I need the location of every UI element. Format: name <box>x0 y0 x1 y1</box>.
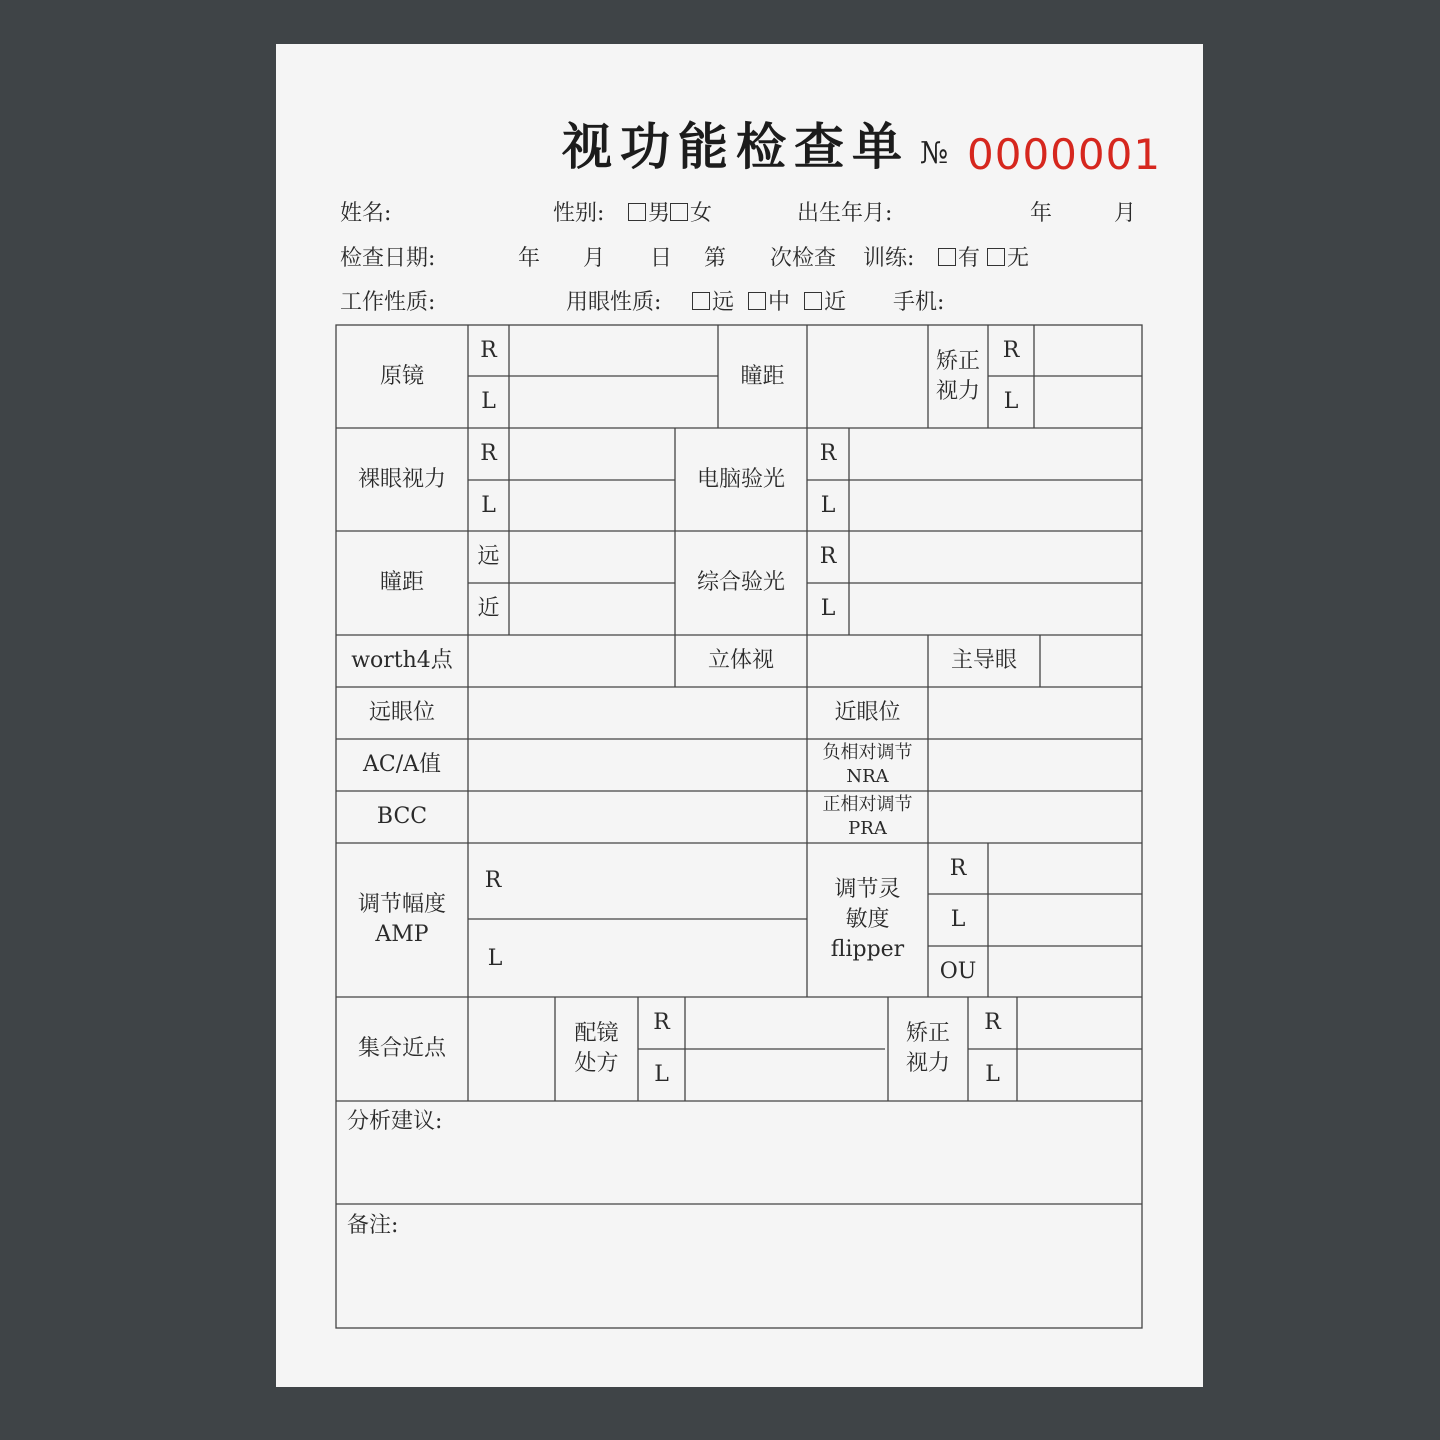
worth4-field[interactable] <box>468 635 675 687</box>
r-label: R <box>484 868 502 893</box>
gender-label: 性别: <box>553 201 605 226</box>
eye-use-label: 用眼性质: <box>566 290 662 315</box>
corrected-va-label: 矫正 视力 <box>935 348 980 404</box>
ou-label: OU <box>939 958 977 984</box>
r-label: R <box>819 544 837 569</box>
flipper-ou-field[interactable] <box>988 946 1142 997</box>
checkbox-near[interactable] <box>804 292 822 310</box>
worth4-label: worth4点 <box>351 648 453 673</box>
r-label: R <box>949 855 967 881</box>
l-label: L <box>820 492 836 518</box>
eye-use-options <box>692 288 846 318</box>
amp-l-field[interactable] <box>510 919 807 997</box>
analysis-label: 分析建议: <box>347 1109 443 1134</box>
bcc-label: BCC <box>376 804 428 829</box>
serial-mark: № <box>920 136 949 171</box>
pd2-label: 瞳距 <box>379 570 424 595</box>
female-label: 女 <box>690 201 713 226</box>
l-label: L <box>481 492 496 518</box>
near-phoria-label: 近眼位 <box>834 700 901 725</box>
checkbox-mid[interactable] <box>748 292 766 310</box>
auto-refraction-label: 电脑验光 <box>696 466 785 492</box>
uncorrected-va-l-field[interactable] <box>509 480 675 531</box>
date-month: 月 <box>583 246 606 271</box>
flipper-r-field[interactable] <box>988 843 1142 894</box>
amp-r-field[interactable] <box>510 843 807 919</box>
amp-label: 调节幅度 AMP <box>357 892 446 947</box>
subjective-r-field[interactable] <box>849 531 1142 583</box>
checkbox-female[interactable] <box>670 203 688 221</box>
subjective-l-field[interactable] <box>849 583 1142 635</box>
birth-month: 月 <box>1114 201 1137 226</box>
r-label: R <box>480 441 497 466</box>
pra-label: 正相对调节 PRA <box>822 794 913 839</box>
remarks-label: 备注: <box>347 1213 399 1238</box>
date-year: 年 <box>518 246 541 271</box>
training-options <box>938 244 1029 274</box>
near-label: 近 <box>477 596 500 621</box>
training-yes-label: 有 <box>958 246 981 271</box>
bcc-field[interactable] <box>468 791 807 843</box>
original-glasses-label: 原镜 <box>379 363 424 389</box>
uncorrected-va-label: 裸眼视力 <box>357 466 446 492</box>
r-label: R <box>480 337 497 363</box>
prescription-label: 配镜 处方 <box>574 1021 619 1076</box>
l-label: L <box>487 946 503 971</box>
pd-field[interactable] <box>807 325 928 428</box>
l-label: L <box>820 596 836 621</box>
flipper-label: 调节灵 敏度 flipper <box>830 877 905 962</box>
r-label: R <box>984 1010 1001 1035</box>
checkbox-far[interactable] <box>692 292 710 310</box>
checkbox-training-no[interactable] <box>987 248 1005 266</box>
birth-year: 年 <box>1030 201 1053 226</box>
aca-field[interactable] <box>468 739 807 791</box>
l-label: L <box>481 389 496 414</box>
corrected-va2-r-field[interactable] <box>1017 997 1142 1049</box>
corrected-va-l-field[interactable] <box>1034 376 1142 428</box>
npc-label: 集合近点 <box>357 1036 446 1061</box>
auto-refraction-r-field[interactable] <box>849 428 1142 480</box>
prescription-l-field[interactable] <box>685 1049 888 1101</box>
gender-options <box>628 199 712 229</box>
nra-label: 负相对调节 NRA <box>822 742 913 787</box>
eye-mid-label: 中 <box>768 290 791 315</box>
pd-far-field[interactable] <box>509 531 675 583</box>
corrected-va-r-field[interactable] <box>1034 325 1142 376</box>
flipper-l-field[interactable] <box>988 894 1142 946</box>
remarks-field[interactable] <box>336 1244 1142 1328</box>
training-label: 训练: <box>863 246 915 271</box>
male-label: 男 <box>648 201 671 226</box>
times-label: 次检查 <box>770 246 837 271</box>
exam-date-label: 检查日期: <box>340 246 436 271</box>
l-label: L <box>654 1062 669 1087</box>
dominant-eye-field[interactable] <box>1040 635 1142 687</box>
distance-phoria-field[interactable] <box>468 687 807 739</box>
eye-far-label: 远 <box>712 290 735 315</box>
pra-field[interactable] <box>928 791 1142 843</box>
far-label: 远 <box>477 544 500 569</box>
birth-label: 出生年月: <box>797 201 893 226</box>
name-label: 姓名: <box>340 201 392 226</box>
dominant-eye-label: 主导眼 <box>950 648 1017 673</box>
near-phoria-field[interactable] <box>928 687 1142 739</box>
training-no-label: 无 <box>1007 246 1030 271</box>
nra-field[interactable] <box>928 739 1142 791</box>
analysis-field[interactable] <box>336 1140 1142 1204</box>
r-label: R <box>1002 337 1020 363</box>
phone-label: 手机: <box>893 290 945 315</box>
form-title: 视功能检查单 <box>562 117 910 176</box>
aca-label: AC/A值 <box>362 752 442 777</box>
pd-label: 瞳距 <box>740 363 785 389</box>
corrected-va2-label: 矫正 视力 <box>905 1021 950 1076</box>
l-label: L <box>985 1062 1000 1087</box>
subjective-refraction-label: 综合验光 <box>696 570 785 595</box>
original-glasses-r-field[interactable] <box>509 325 718 376</box>
prescription-r-field[interactable] <box>685 997 888 1049</box>
r-label: R <box>819 441 837 466</box>
auto-refraction-l-field[interactable] <box>849 480 1142 531</box>
eye-near-label: 近 <box>824 290 847 315</box>
date-day: 日 <box>650 246 673 271</box>
original-glasses-l-field[interactable] <box>509 376 718 428</box>
stereo-field[interactable] <box>807 635 928 687</box>
uncorrected-va-r-field[interactable] <box>509 428 675 480</box>
checkbox-male[interactable] <box>628 203 646 221</box>
l-label: L <box>1003 389 1019 414</box>
nth-label: 第 <box>704 246 727 271</box>
serial-number: 0000001 <box>967 130 1162 179</box>
checkbox-training-yes[interactable] <box>938 248 956 266</box>
distance-phoria-label: 远眼位 <box>368 700 435 725</box>
stereo-label: 立体视 <box>707 648 774 673</box>
r-label: R <box>653 1010 670 1035</box>
corrected-va2-l-field[interactable] <box>1017 1049 1142 1101</box>
l-label: L <box>950 907 966 932</box>
npc-field[interactable] <box>468 997 555 1101</box>
pd-near-field[interactable] <box>509 583 675 635</box>
occupation-label: 工作性质: <box>340 290 436 315</box>
